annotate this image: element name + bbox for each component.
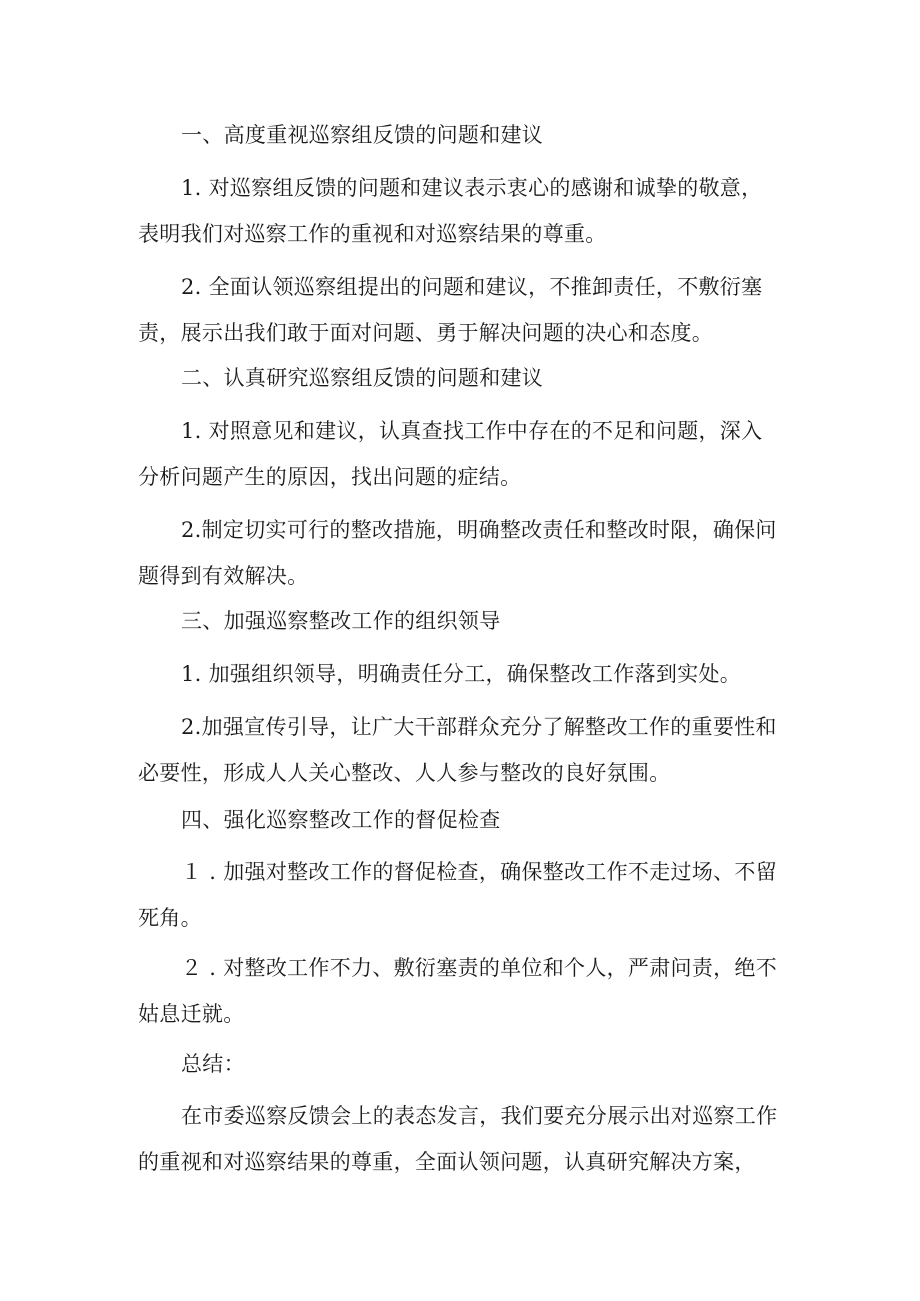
section-4-item-2: ２ . 对整改工作不力、敷衍塞责的单位和个人，严肃问责，绝不姑息迁就。: [138, 956, 778, 1026]
section-2-item-2: 2.制定切实可行的整改措施，明确整改责任和整改时限，确保问题得到有效解决。: [138, 518, 777, 588]
summary-text: 在市委巡察反馈会上的表态发言，我们要充分展示出对巡察工作的重视和对巡察结果的尊重，全面认领问题，认真研究解决方案，: [138, 1104, 778, 1174]
section-4-item-1: １ . 加强对整改工作的督促检查，确保整改工作不走过场、不留死角。: [138, 860, 778, 930]
summary-label: 总结：: [181, 1052, 245, 1076]
section-2-heading: 二、认真研究巡察组反馈的问题和建议: [181, 366, 544, 390]
section-2-item-1: 1. 对照意见和建议，认真查找工作中存在的不足和问题，深入分析问题产生的原因，找出问题的症结。: [138, 419, 763, 489]
section-4-heading: 四、强化巡察整改工作的督促检查: [181, 808, 501, 832]
section-1-item-2: 2. 全面认领巡察组提出的问题和建议，不推卸责任，不敷衍塞责，展示出我们敢于面对问题、勇于解决问题的决心和态度。: [138, 275, 763, 345]
section-1-heading: 一、高度重视巡察组反馈的问题和建议: [181, 123, 544, 147]
section-3-heading: 三、加强巡察整改工作的组织领导: [181, 609, 501, 633]
section-1-item-1: 1. 对巡察组反馈的问题和建议表示衷心的感谢和诚挚的敬意，表明我们对巡察工作的重视和对巡察结果的尊重。: [138, 176, 763, 246]
section-3-item-1: 1. 加强组织领导，明确责任分工，确保整改工作落到实处。: [181, 662, 742, 686]
section-3-item-2: 2.加强宣传引导，让广大干部群众充分了解整改工作的重要性和必要性，形成人人关心整改、人人参与整改的良好氛围。: [138, 715, 777, 785]
